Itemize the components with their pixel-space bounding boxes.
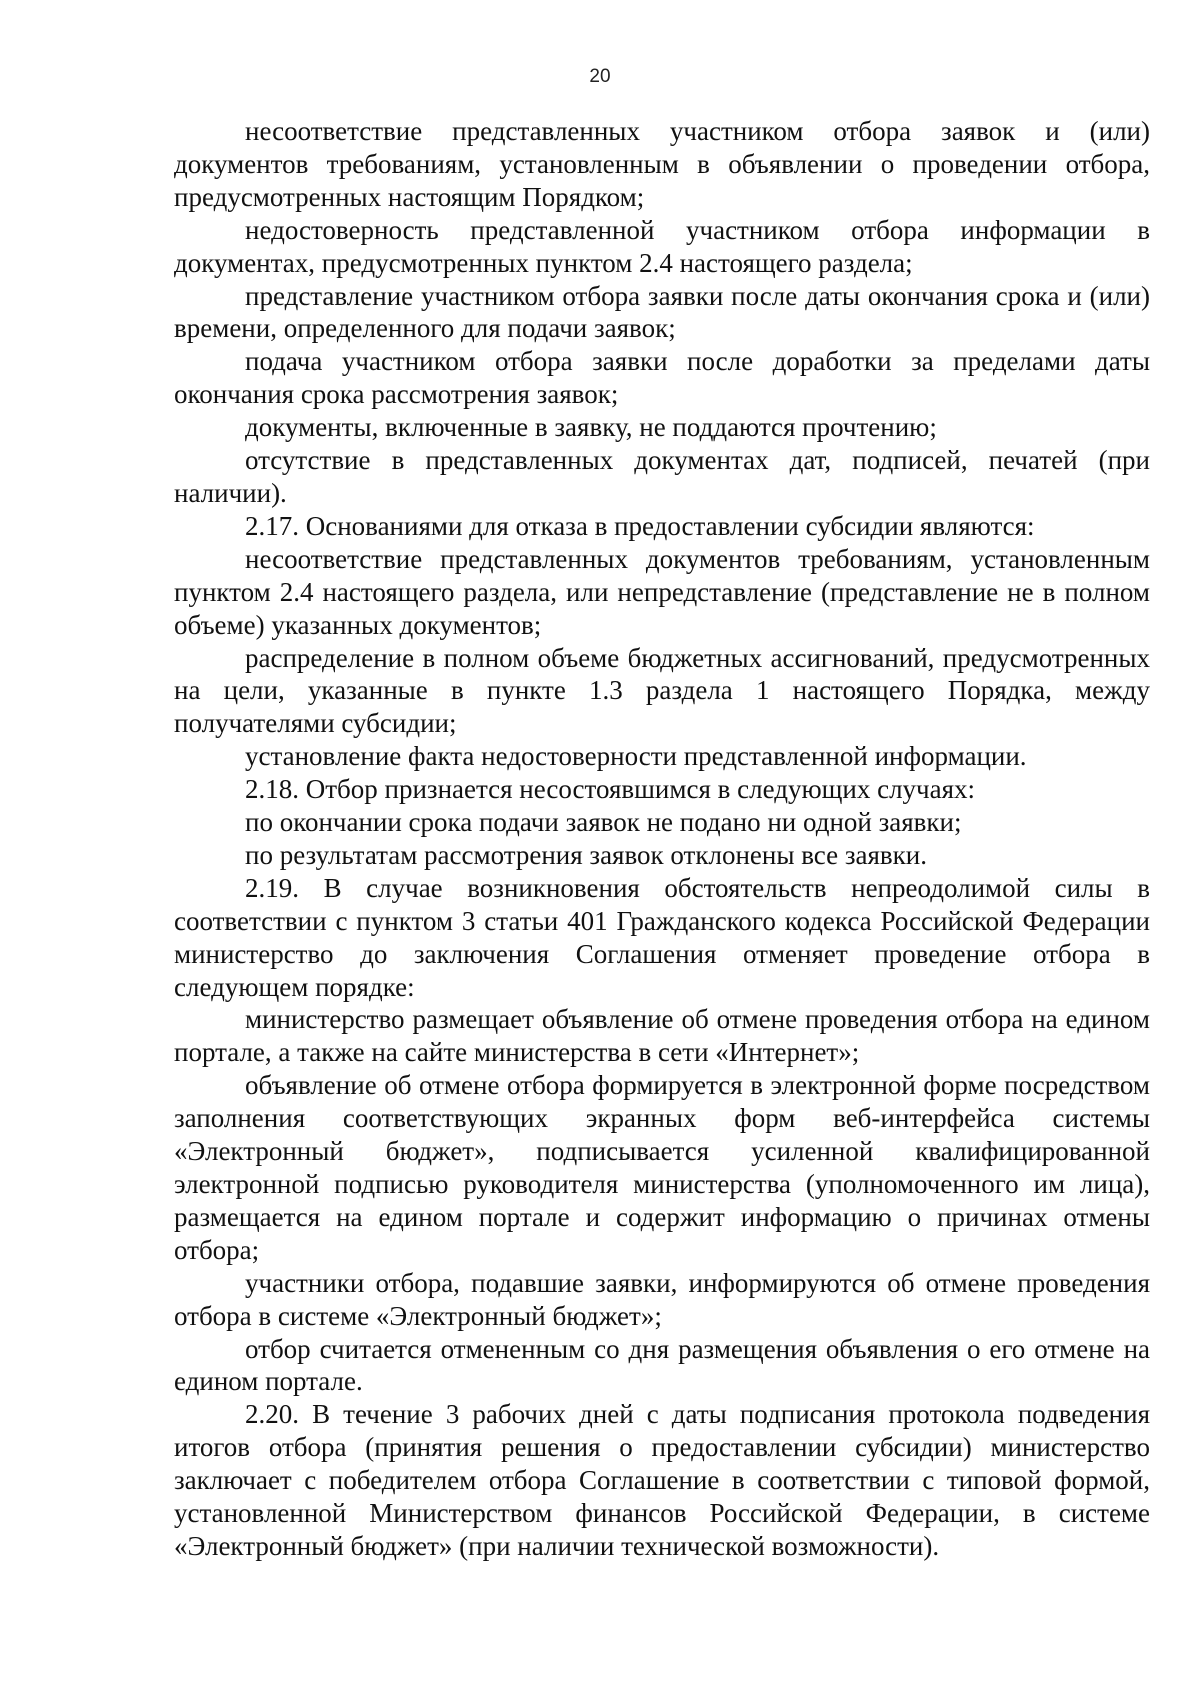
paragraph: несоответствие представленных документов требованиям, установленным пунктом 2.4 настоящего раздела, или непредставление (представление не в полном объеме) указанных документов; (174, 543, 1150, 640)
page-number: 20 (589, 66, 611, 87)
paragraph: недостоверность представленной участником отбора информации в документах, предусмотренных пунктом 2.4 настоящего раздела; (174, 214, 1150, 278)
paragraph: 2.17. Основаниями для отказа в предоставлении субсидии являются: (245, 510, 1035, 541)
paragraph: 2.18. Отбор признается несостоявшимся в следующих случаях: (245, 774, 976, 805)
paragraph: установление факта недостоверности представленной информации. (245, 741, 1027, 772)
paragraph: участники отбора, подавшие заявки, информируются об отмене проведения отбора в системе «Электронный бюджет»; (174, 1267, 1150, 1331)
paragraph: несоответствие представленных участником отбора заявок и (или) документов требованиям, установленным в объявлении о проведении отбора, предусмотренных настоящим Порядком; (174, 116, 1150, 212)
paragraph: по результатам рассмотрения заявок отклонены все заявки. (245, 839, 927, 870)
paragraph: отсутствие в представленных документах дат, подписей, печатей (при наличии). (174, 445, 1150, 508)
paragraph: подача участником отбора заявки после доработки за пределами даты окончания срока рассмотрения заявок; (174, 346, 1150, 410)
paragraph: распределение в полном объеме бюджетных ассигнований, предусмотренных на цели, указанные в пункте 1.3 раздела 1 настоящего Порядка, между получателями субсидии; (174, 642, 1150, 739)
paragraph: документы, включенные в заявку, не поддаются прочтению; (245, 412, 937, 443)
paragraph: по окончании срока подачи заявок не подано ни одной заявки; (245, 807, 962, 838)
document-body (174, 115, 1150, 1563)
paragraph: объявление об отмене отбора формируется в электронной форме посредством заполнения соответствующих экранных форм веб-интерфейса системы «Электронный бюджет», подписывается усиленной квалифицированной электронной подписью руководителя министерства (уполномоченного им лица), размещается на едином портале и содержит информацию о причинах отмены отбора; (174, 1070, 1150, 1265)
paragraph: отбор считается отмененным со дня размещения объявления о его отмене на едином портале. (174, 1333, 1150, 1397)
paragraph: министерство размещает объявление об отмене проведения отбора на едином портале, а также на сайте министерства в сети «Интернет»; (174, 1004, 1150, 1068)
paragraph: 2.20. В течение 3 рабочих дней с даты подписания протокола подведения итогов отбора (принятия решения о предоставлении субсидии) министерство заключает с победителем отбора Соглашение в соответствии с типовой формой, установленной Министерством финансов Российской Федерации, в системе «Электронный бюджет» (при наличии технической возможности). (174, 1399, 1150, 1561)
paragraph: 2.19. В случае возникновения обстоятельств непреодолимой силы в соответствии с пунктом 3 статьи 401 Гражданского кодекса Российской Федерации министерство до заключения Соглашения отменяет проведение отбора в следующем порядке: (174, 872, 1150, 1002)
paragraph: представление участником отбора заявки после даты окончания срока и (или) времени, определенного для подачи заявок; (174, 280, 1150, 344)
